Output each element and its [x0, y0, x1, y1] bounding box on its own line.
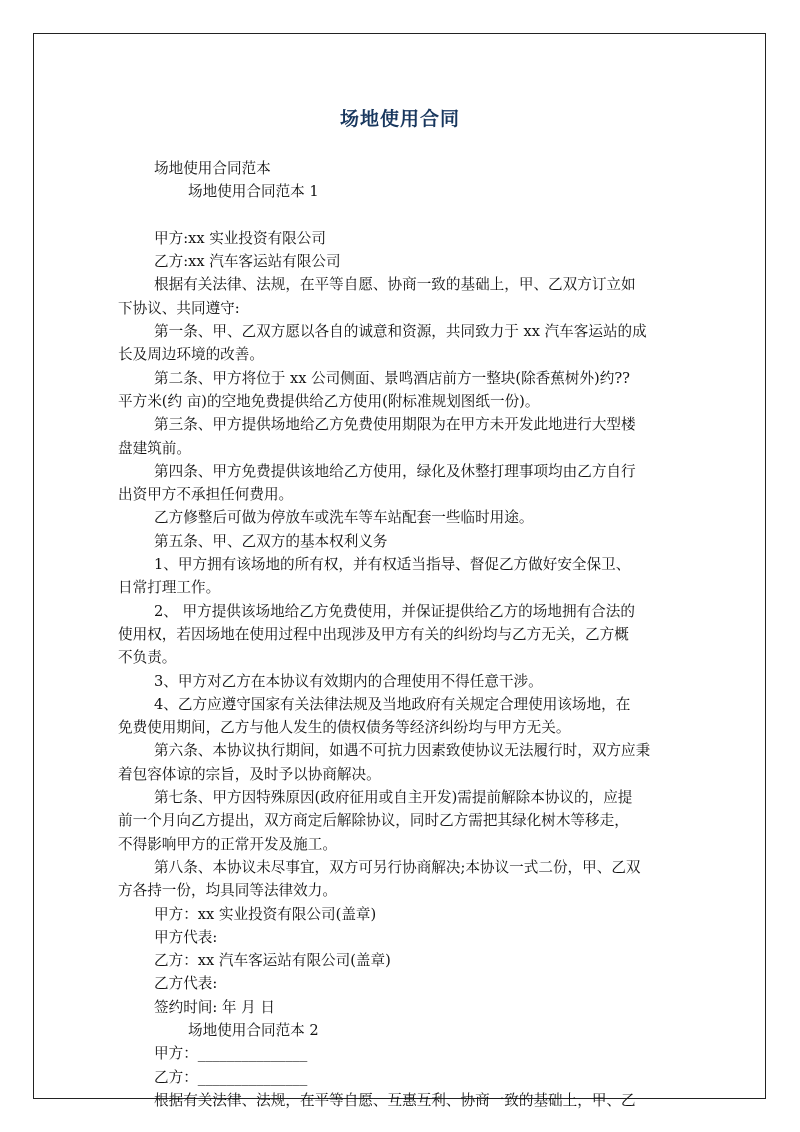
blank-line [118, 204, 684, 227]
text-line: 第四条、甲方免费提供该地给乙方使用，绿化及休整打理事项均由乙方自行 [154, 462, 636, 480]
text-line: 第五条、甲、乙双方的基本权利义务 [154, 532, 388, 550]
text-line: 前一个月向乙方提出，双方商定后解除协议，同时乙方需把其绿化树木等移走， [118, 812, 629, 830]
text-line: 甲方:xx 实业投资有限公司 [154, 229, 326, 247]
text-line: 日常打理工作。 [118, 579, 221, 597]
text-line: 3、甲方对乙方在本协议有效期内的合理使用不得任意干涉。 [154, 672, 543, 690]
text-line: 使用权，若因场地在使用过程中出现涉及甲方有关的纠纷均与乙方无关，乙方概 [118, 625, 629, 643]
text-line: 盘建筑前。 [118, 439, 191, 457]
text-line: 第八条、本协议未尽事宜，双方可另行协商解决;本协议一式二份，甲、乙双 [154, 858, 641, 876]
text-line: 不负责。 [118, 649, 177, 667]
text-line: 乙方代表: [154, 975, 218, 993]
text-line: 免费使用期间，乙方与他人发生的债权债务等经济纠纷均与甲方无关。 [118, 719, 571, 737]
text-line: 乙方：_______________ [154, 1068, 308, 1086]
text-line: 长及周边环境的改善。 [118, 346, 264, 364]
text-line: 根据有关法律、法规，在平等自愿、协商一致的基础上，甲、乙双方订立如 [154, 276, 636, 294]
text-line: 出资甲方不承担任何费用。 [118, 486, 294, 504]
text-line: 场地使用合同范本 [154, 160, 271, 177]
text-line: 根据有关法律、法规，在平等自愿、互惠互利、协商一致的基础上，甲、乙 [154, 1091, 636, 1109]
text-line: 场地使用合同范本 1 [188, 183, 319, 201]
text-line: 乙方:xx 汽车客运站有限公司 [154, 253, 341, 271]
text-line: 第六条、本协议执行期间，如遇不可抗力因素致使协议无法履行时，双方应秉 [154, 742, 651, 760]
text-line: 签约时间: 年 月 日 [154, 998, 275, 1016]
text-line: 4、乙方应遵守国家有关法律法规及当地政府有关规定合理使用该场地，在 [154, 695, 631, 713]
text-line: 第三条、甲方提供场地给乙方免费使用期限为在甲方未开发此地进行大型楼 [154, 416, 636, 434]
text-line: 第七条、甲方因特殊原因(政府征用或自主开发)需提前解除本协议的，应提 [154, 789, 633, 807]
text-line: 乙方修整后可做为停放车或洗车等车站配套一些临时用途。 [154, 509, 534, 527]
text-line: 1、甲方拥有该场地的所有权，并有权适当指导、督促乙方做好安全保卫、 [154, 556, 631, 574]
text-line: 不得影响甲方的正常开发及施工。 [118, 835, 337, 853]
text-line: 方各持一份，均具同等法律效力。 [118, 882, 337, 900]
text-line: 乙方：xx 汽车客运站有限公司(盖章) [154, 952, 391, 970]
text-line: 甲方：xx 实业投资有限公司(盖章) [154, 905, 377, 923]
text-line: 甲方代表: [154, 928, 218, 946]
text-line: 着包容体谅的宗旨，及时予以协商解决。 [118, 765, 381, 783]
document-title: 场地使用合同 [339, 108, 460, 130]
document-body [118, 157, 684, 1112]
text-line: 2、 甲方提供该场地给乙方免费使用，并保证提供给乙方的场地拥有合法的 [154, 602, 635, 620]
text-line: 甲方：_______________ [154, 1045, 308, 1063]
text-line: 场地使用合同范本 2 [188, 1021, 319, 1039]
text-line: 第一条、甲、乙双方愿以各自的诚意和资源，共同致力于 xx 汽车客运站的成 [154, 323, 647, 341]
text-line: 下协议、共同遵守: [118, 299, 240, 317]
text-line: 第二条、甲方将位于 xx 公司侧面、景鸣酒店前方一整块(除香蕉树外)约?? [154, 369, 630, 387]
text-line: 平方米(约 亩)的空地免费提供给乙方使用(附标准规划图纸一份)。 [118, 392, 540, 410]
